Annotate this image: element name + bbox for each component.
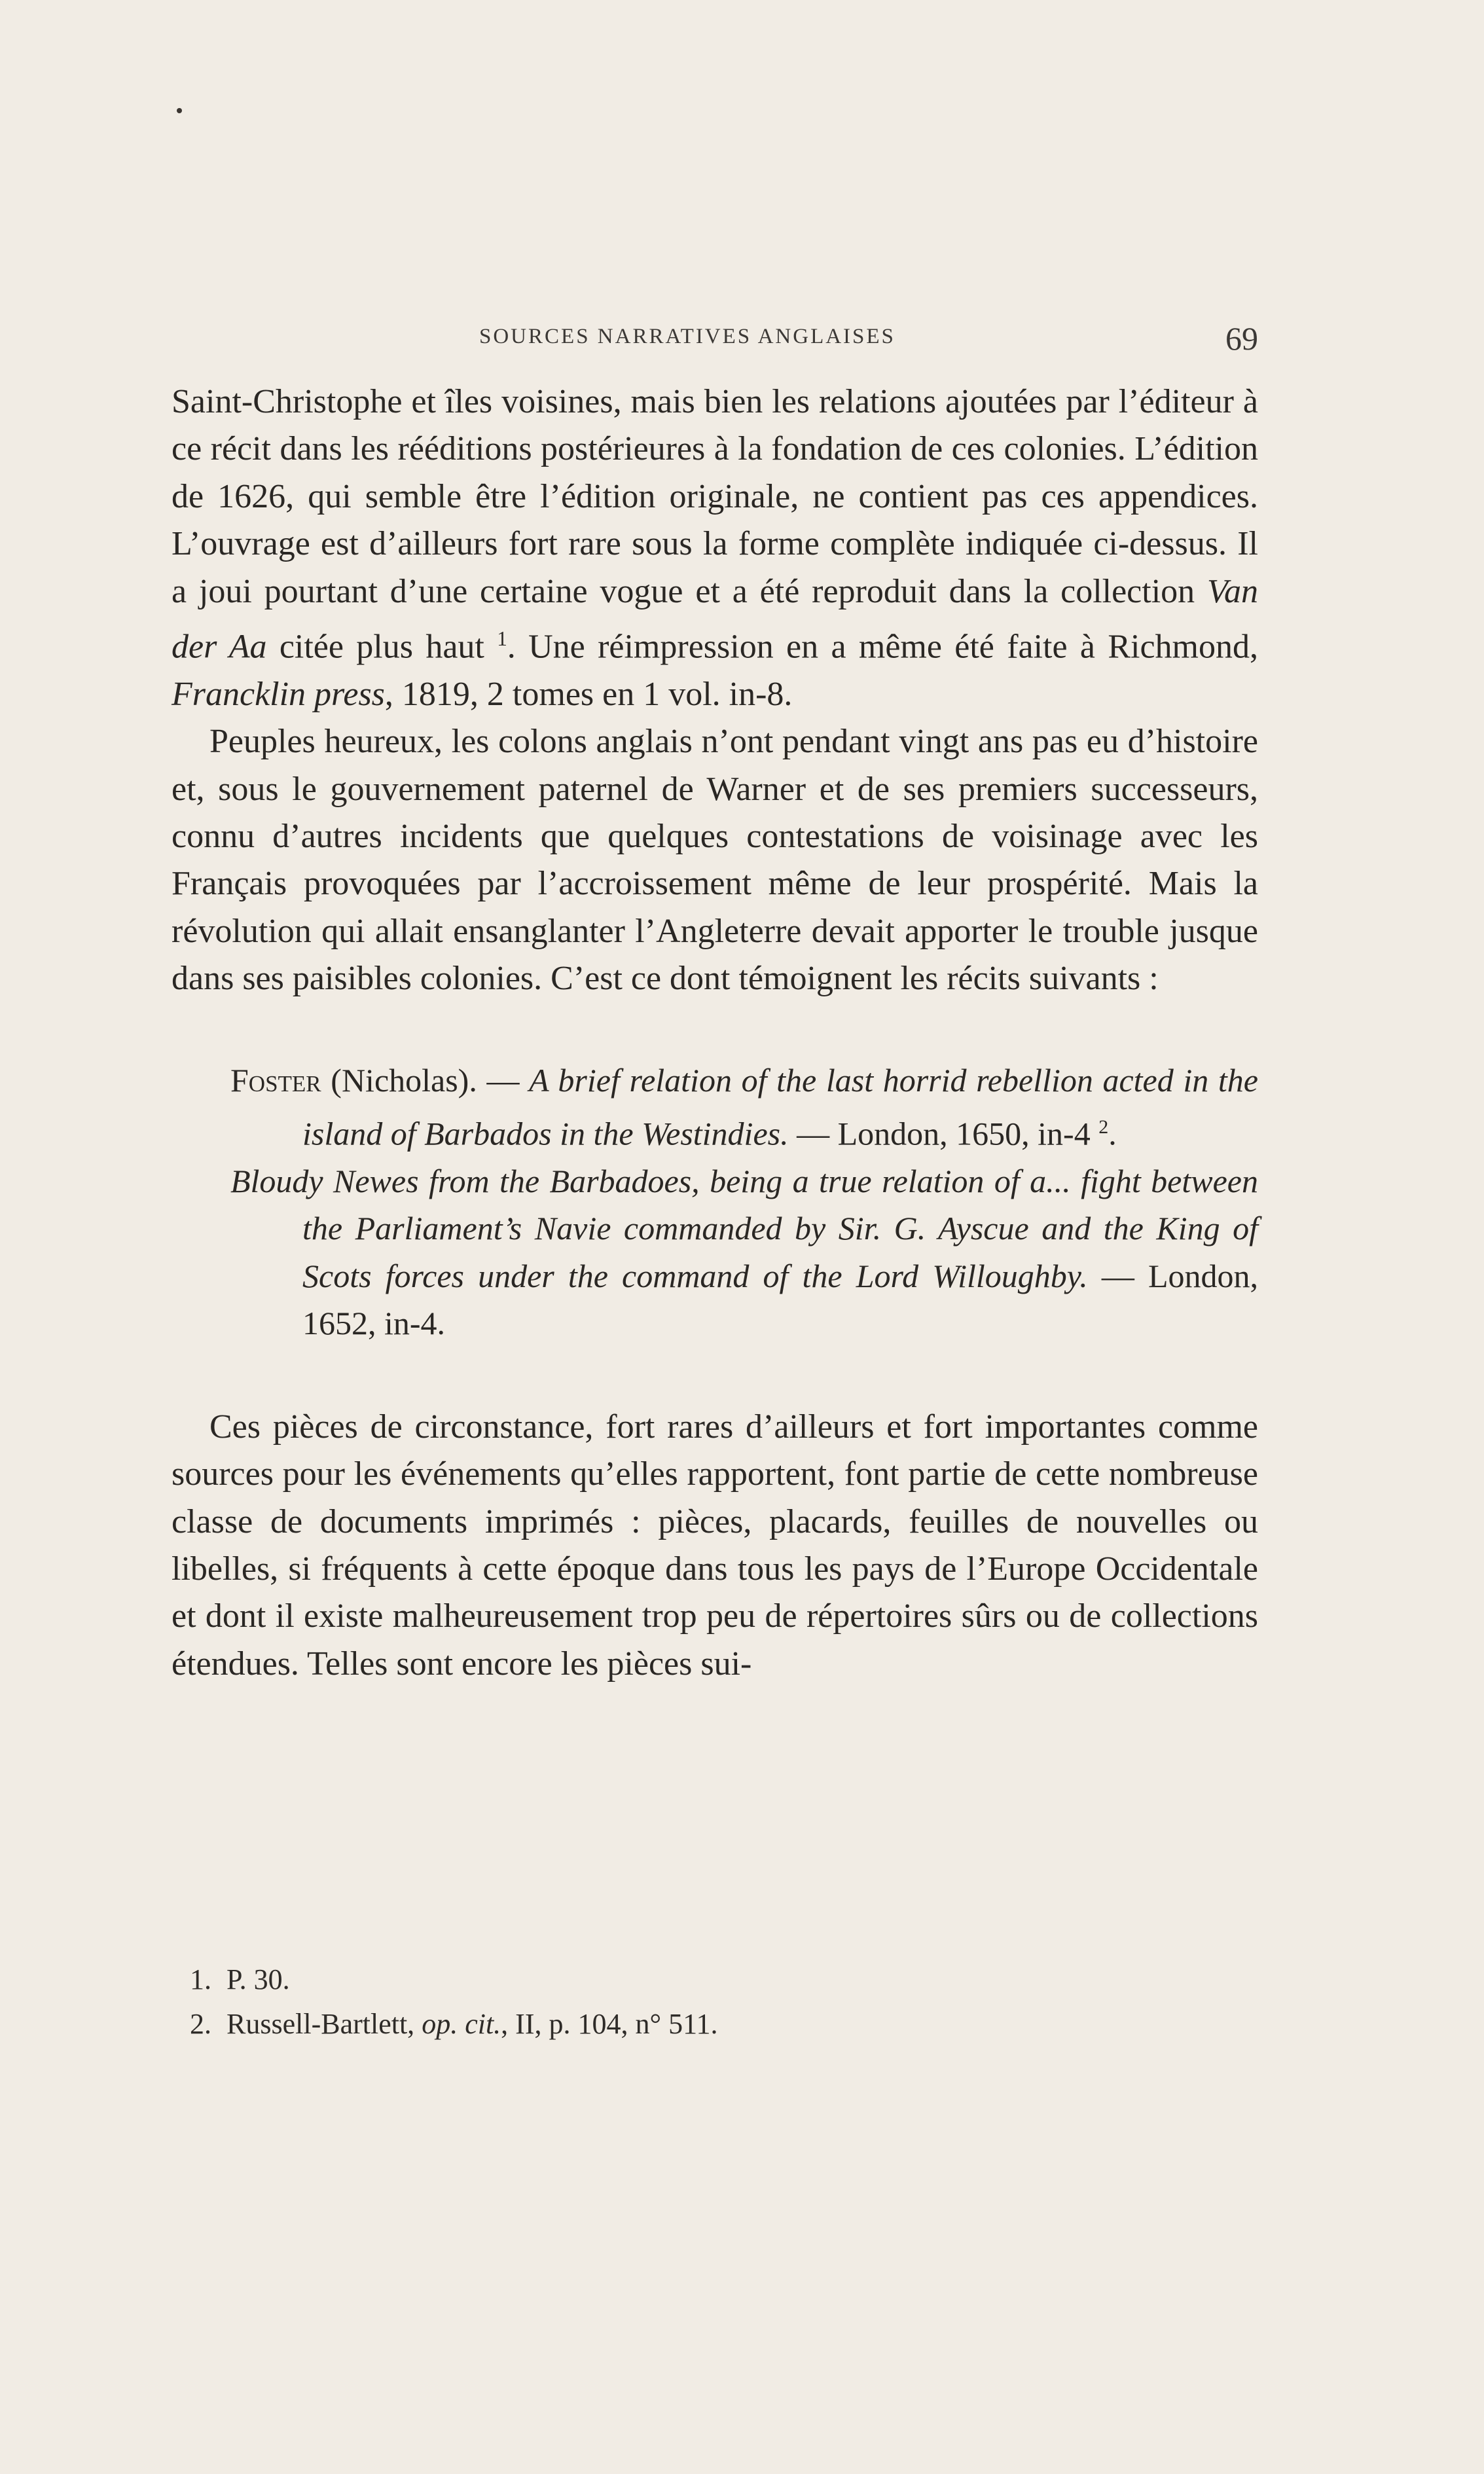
footnotes bbox=[190, 1957, 1237, 2047]
bibliography-list bbox=[230, 1057, 1258, 1347]
text-run: — London, 1650, in-4 bbox=[788, 1115, 1099, 1152]
text-run: Saint-Christophe et îles voisines, mais bien les relations ajoutées par l’éditeur à ce récit dans les rééditions postérieures à la fondation de ces colonies. L’édition de 1626, qui semble être l’édition originale, ne contient pas ces appendices. L’ouvrage est d’ailleurs fort rare sous la forme complète indiquée ci-dessus. Il a joui pourtant d’une certaine vogue et a été reproduit dans la collection bbox=[172, 383, 1258, 610]
italic-text: op. cit. bbox=[422, 2008, 501, 2040]
text-run: , 1819, 2 tomes en 1 vol. in-8. bbox=[384, 675, 793, 713]
italic-text: Francklin press bbox=[172, 675, 385, 713]
text-run: (Nicholas). — bbox=[321, 1061, 530, 1099]
text-run: — London, 1652, in-4. bbox=[302, 1257, 1258, 1342]
footnote-text bbox=[226, 1963, 290, 1995]
text-run: . bbox=[1108, 1115, 1117, 1152]
text-run: P. 30. bbox=[226, 1963, 290, 1995]
text-run: Foster bbox=[230, 1061, 321, 1099]
italic-text: Bloudy Newes from the Barbadoes, being a true relation of a... fight between the Parliament’s Navie commanded by Sir. G. Ayscue and the King of Scots forces under the command of the Lord Willoughby. bbox=[230, 1163, 1258, 1294]
footnote-text bbox=[226, 2008, 717, 2040]
text-run: Russell-Bartlett, bbox=[226, 2008, 422, 2040]
footnote-ref: 2 bbox=[1098, 1116, 1109, 1138]
text-run: Ces pièces de circonstance, fort rares d’ailleurs et fort importantes comme sources pour les événements qu’elles rapportent, font partie de cette nombreuse classe de documents imprimés : pièces, placards, feuilles de nouvelles ou libelles, si fréquents à cette époque dans tous les pays de l’Europe Occidentale et dont il existe malheureusement trop peu de répertoires sûrs ou de collections étendues. Telles sont encore les pièces sui- bbox=[172, 1408, 1258, 1683]
footnote-2 bbox=[190, 2002, 1237, 2047]
text-run: . Une réimpression en a même été faite à Richmond, bbox=[507, 628, 1258, 666]
text-run: Peuples heureux, les colons anglais n’ont pendant vingt ans pas eu d’histoire et, sous le gouvernement paternel de Warner et de ses premiers successeurs, connu d’autres incidents que quelques contestations de voisinage avec les Français provoquées par l’accroissement même de leur prospérité. Mais la révolution qui allait ensanglanter l’Angleterre devait apporter le trouble jusque dans ses paisibles colonies. C’est ce dont témoignent les récits suivants : bbox=[172, 723, 1258, 998]
running-head-title: SOURCES NARRATIVES ANGLAISES bbox=[479, 325, 896, 348]
body-text bbox=[172, 378, 1258, 1688]
footnote-number: 1. bbox=[190, 1963, 211, 1995]
ink-speck bbox=[177, 108, 182, 113]
italic-text: Van der Aa bbox=[172, 572, 1258, 666]
paragraph-ces-pieces bbox=[172, 1404, 1258, 1688]
bibliography-entry-foster bbox=[230, 1057, 1258, 1157]
running-head bbox=[172, 319, 1258, 361]
paragraph-continuation bbox=[172, 378, 1258, 718]
footnote-ref: 1 bbox=[497, 627, 507, 651]
italic-text: A brief relation of the last horrid rebellion acted in the island of Barbados in the Westindies. bbox=[302, 1061, 1258, 1152]
text-run: , II, p. 104, n° 511. bbox=[501, 2008, 718, 2040]
footnote-1 bbox=[190, 1957, 1237, 2002]
page-number: 69 bbox=[1225, 320, 1258, 357]
paragraph-peuples-heureux bbox=[172, 718, 1258, 1002]
bibliography-entry-bloudy-newes bbox=[230, 1157, 1258, 1347]
footnote-number: 2. bbox=[190, 2008, 211, 2040]
text-run: citée plus haut bbox=[266, 628, 498, 666]
